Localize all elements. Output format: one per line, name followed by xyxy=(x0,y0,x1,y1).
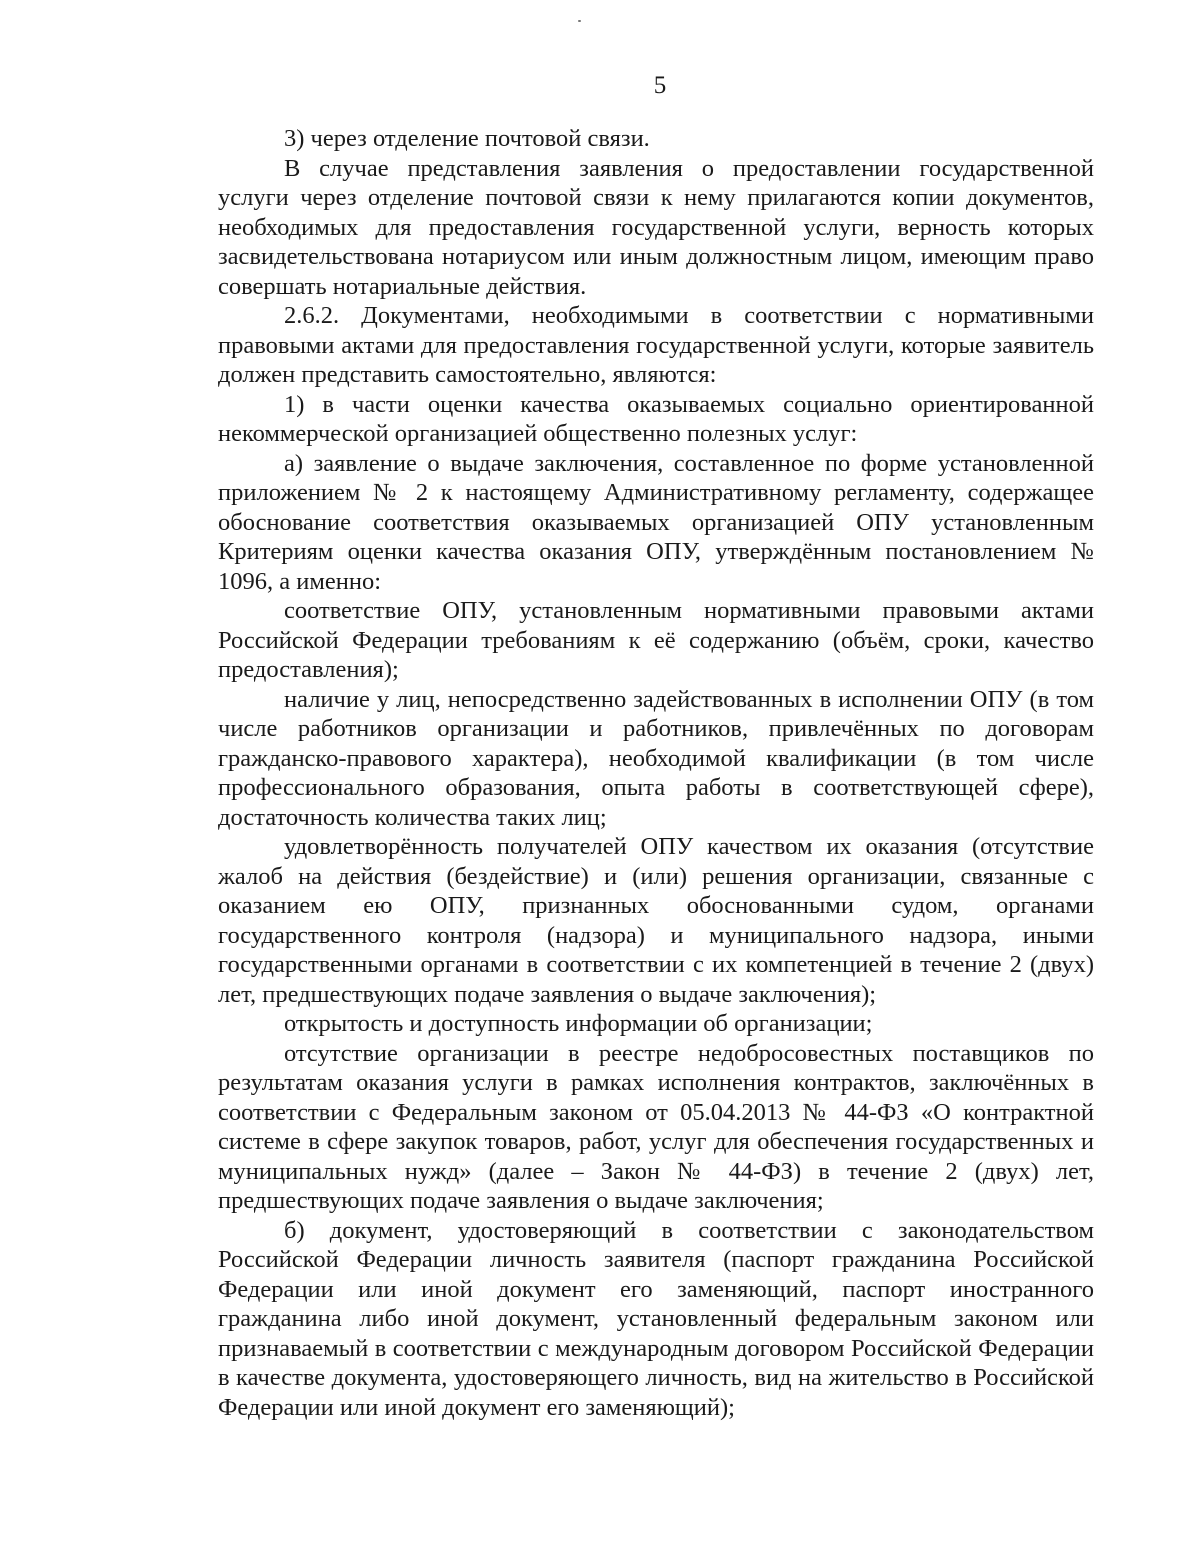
paragraph-openness: открытость и доступность информации об организации; xyxy=(284,1010,873,1037)
paragraph-postal-copies: В случае представления заявления о предоставлении государственной услуги через отделение почтовой связи к нему прилагаются копии документов, необходимых для предоставления государственной услуги, верность которых засвидетельствована нотариусом или иным должностным лицом, имеющим право совершать нотариальные действия. xyxy=(218,154,1094,300)
paragraph-2-6-2: 2.6.2. Документами, необходимыми в соответствии с нормативными правовыми актами для предоставления государственной услуги, которые заявитель должен представить самостоятельно, являются: xyxy=(218,302,1094,388)
paragraph-item-1-quality: 1) в части оценки качества оказываемых социально ориентированной некоммерческой организацией общественно полезных услуг: xyxy=(218,390,1094,447)
paragraph-registry: отсутствие организации в реестре недобросовестных поставщиков по результатам оказания услуги в рамках исполнения контрактов, заключённых в соответствии с Федеральным законом от 05.04.2013 № 44-ФЗ «О контрактной системе в сфере закупок товаров, работ, услуг для обеспечения государственных и муниципальных нужд» (далее – Закон № 44-ФЗ) в течение 2 (двух) лет, предшествующих подаче заявления о выдаче заключения; xyxy=(218,1039,1094,1214)
paragraph-item-b-identity: б) документ, удостоверяющий в соответствии с законодательством Российской Федерации личность заявителя (паспорт гражданина Российской Федерации или иной документ его заменяющий, паспорт иностранного гражданина либо иной документ, установленный федеральным законом или признаваемый в соответствии с международным договором Российской Федерации в качестве документа, удостоверяющего личность, вид на жительство в Российской Федерации или иной документ его заменяющий); xyxy=(218,1216,1094,1421)
paragraph-item-3-post: 3) через отделение почтовой связи. xyxy=(284,125,650,152)
paragraph-compliance: соответствие ОПУ, установленным нормативными правовыми актами Российской Федерации требованиям к её содержанию (объём, сроки, качество предоставления); xyxy=(218,597,1094,683)
page-number: 5 xyxy=(653,72,667,99)
paragraph-qualification: наличие у лиц, непосредственно задействованных в исполнении ОПУ (в том числе работников организации и работников, привлечённых по договорам гражданско-правового характера), необходимой квалификации (в том числе профессионального образования, опыта работы в соответствующей сфере), достаточность количества таких лиц; xyxy=(218,685,1094,831)
paragraph-item-a-application: а) заявление о выдаче заключения, составленное по форме установленной приложением № 2 к настоящему Административному регламенту, содержащее обоснование соответствия оказываемых организацией ОПУ установленным Критериям оценки качества оказания ОПУ, утверждённым постановлением № 1096, а именно: xyxy=(218,449,1094,595)
document-body xyxy=(218,124,1094,1422)
scan-speck xyxy=(578,20,581,22)
paragraph-satisfaction: удовлетворённость получателей ОПУ качеством их оказания (отсутствие жалоб на действия (бездействие) и (или) решения организации, связанные с оказанием ею ОПУ, признанных обоснованными судом, органами государственного контроля (надзора) и муниципального надзора, иными государственными органами в соответствии с их компетенцией в течение 2 (двух) лет, предшествующих подаче заявления о выдаче заключения); xyxy=(218,833,1094,1008)
